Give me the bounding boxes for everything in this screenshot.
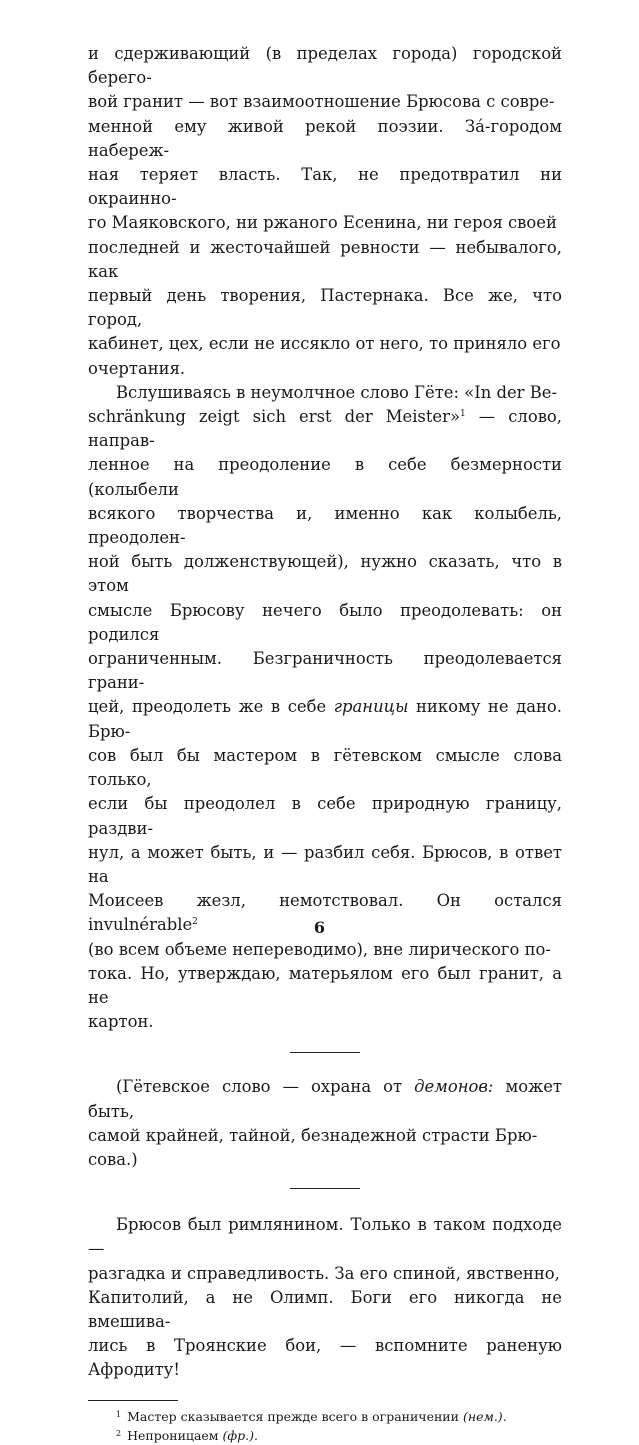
text-line: кабинет, цех, если не иссякло от него, то приняло его xyxy=(88,334,561,354)
text-line: ограниченным. Безграничность преодолевается грани- xyxy=(88,649,562,693)
footnote-ref-1[interactable]: 1 xyxy=(460,409,466,420)
text-line: сова.) xyxy=(88,1149,138,1169)
footnote-ref-2[interactable]: 2 xyxy=(192,917,198,928)
text-line: может быть, xyxy=(88,1077,562,1121)
footnote-number: 2 xyxy=(116,1428,122,1438)
footnote-divider xyxy=(88,1400,178,1401)
text-line: смысле Брюсову нечего было преодолевать: он родился xyxy=(88,600,562,644)
footnote-2 xyxy=(88,1426,562,1445)
text-line: (Гётевское слово — охрана от xyxy=(116,1077,415,1097)
text-line: первый день творения, Пастернака. Все же, что город, xyxy=(88,286,562,330)
text-line: всякого творчества и, именно как колыбель, преодолен- xyxy=(88,503,562,548)
text-line: цей, преодолеть же в себе xyxy=(88,697,334,717)
paragraph-roman xyxy=(88,1213,562,1382)
text-line: тока. Но, утверждаю, матерьялом его был гранит, а не xyxy=(88,963,562,1007)
footnote-text: Мастер сказывается прежде всего в ограничении xyxy=(127,1408,463,1424)
text-line: никому не дано. Брю- xyxy=(88,697,562,741)
footnote-number: 1 xyxy=(116,1409,122,1419)
page-text-block xyxy=(88,42,562,1445)
section-divider xyxy=(290,1188,360,1189)
footnote-language-note: (фр.). xyxy=(222,1427,258,1443)
text-line: если бы преодолел в себе природную границу, раздви- xyxy=(88,794,562,838)
text-line: очертания. xyxy=(88,358,186,378)
section-divider xyxy=(290,1052,360,1053)
text-line: и сдерживающий (в пределах города) городской берего- xyxy=(88,44,562,88)
text-line: schränkung zeigt sich erst der Meister» xyxy=(88,407,460,427)
footnote-text: Непроницаем xyxy=(127,1427,223,1443)
text-line: (во всем объеме непереводимо), вне лирического по- xyxy=(88,939,551,959)
text-line: ная теряет власть. Так, не предотвратил ни окраинно- xyxy=(88,165,562,209)
italic-word: демонов: xyxy=(414,1077,494,1097)
page-number: 6 xyxy=(313,918,326,937)
paragraph-demons xyxy=(88,1075,562,1172)
text-line: самой крайней, тайной, безнадежной страсти Брю- xyxy=(88,1125,538,1145)
text-line: Капитолий, а не Олимп. Боги его никогда не вмешива- xyxy=(88,1287,562,1331)
text-line: — слово, направ- xyxy=(88,407,562,451)
text-line: ной быть долженствующей), нужно сказать, что в этом xyxy=(88,552,562,596)
text-line: картон. xyxy=(88,1012,154,1032)
paragraph-granite xyxy=(88,42,562,381)
text-line: ленное на преодоление в себе безмерности (колыбели xyxy=(88,455,562,499)
text-line: нул, а может быть, и — разбил себя. Брюсов, в ответ на xyxy=(88,842,562,886)
text-line: лись в Троянские бои, — вспомните раненую Афродиту! xyxy=(88,1336,562,1380)
text-line: сов был бы мастером в гётевском смысле слова только, xyxy=(88,745,562,790)
text-line: вой гранит — вот взаимоотношение Брюсова с совре- xyxy=(88,92,555,112)
text-line: последней и жесточайшей ревности — небывалого, как xyxy=(88,237,562,281)
text-line: Моисеев жезл, немотствовал. Он остался invulnérable xyxy=(88,891,562,935)
text-line: Брюсов был римлянином. Только в таком подходе — xyxy=(88,1215,562,1259)
italic-word: границы xyxy=(333,697,409,717)
footnote-language-note: (нем.). xyxy=(462,1408,507,1424)
footnote-1 xyxy=(88,1407,562,1426)
text-line: Вслушиваясь в неумолчное слово Гёте: «In der Be- xyxy=(116,382,557,402)
text-line: разгадка и справедливость. За его спиной, явственно, xyxy=(88,1263,560,1283)
text-line: менной ему живой рекой поэзии. За́-городом набереж- xyxy=(88,116,562,160)
text-line: го Маяковского, ни ржаного Есенина, ни героя своей xyxy=(88,213,557,233)
